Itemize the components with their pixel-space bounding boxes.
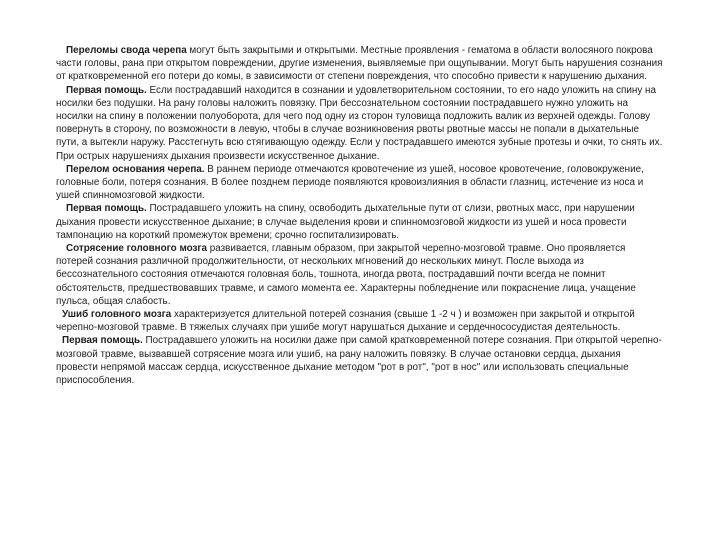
- paragraph-first-aid-contusion: [56, 334, 664, 387]
- paragraph-text: В раннем периоде отмечаются кровотечение из ушей, носовое кровотечение, головокружение, головные боли, потеря сознания. В более позднем периоде появляются кровоизлияния в области глазниц, истечение из носа и ушей спинномозговой жидкости.: [56, 163, 644, 202]
- paragraph-text: могут быть закрытыми и открытыми. Местные проявления - гематома в области волосяного покрова части головы, рана при открытом повреждении, другие изменения, выявляемые при ощупывании. Могут быть нарушения сознания от кратковременной его потери до комы, в зависимости от степени повреждения, что способно привести к нарушению дыхания.: [56, 45, 663, 83]
- term-first-aid: Первая помощь.: [62, 335, 143, 347]
- paragraph-first-aid-base: [56, 202, 664, 242]
- term-concussion: Сотрясение головного мозга: [66, 243, 208, 255]
- paragraph-text: Если пострадавший находится в сознании и удовлетворительном состоянии, то его надо уложить на спину на носилки без подушки. На рану головы наложить повязку. При бессознательном состоянии пострадавшего нужно уложить на носилки на спину в положении полуоборота, для чего под одну из сторон туловища подложить валик из верхней одежды. Голову повернуть в сторону, по возможности в левую, чтобы в случае возникновения рвоты рвотные массы не попали в дыхательные пути, а вытекли наружу. Расстегнуть всю стягивающую одежду. Если у пострадавшего имеются зубные протезы и очки, то снять их. При острых нарушениях дыхания произвести искусственное дыхание.: [56, 84, 663, 162]
- paragraph-text: развивается, главным образом, при закрытой черепно-мозговой травме. Оно проявляется потерей сознания различной продолжительности, от нескольких мгновений до нескольких минут. После выхода из бессознательного состояния отмечаются головная боль, тошнота, иногда рвота, пострадавший почти всегда не помнит обстоятельств, предшествовавших травме, и самого момента ее. Характерны побледнение или покраснение лица, учащение пульса, общая слабость.: [56, 243, 636, 307]
- paragraph-skull-vault-fractures: [56, 44, 664, 84]
- term-skull-vault-fractures: Переломы свода черепа: [66, 45, 187, 56]
- paragraph-first-aid-vault: [56, 84, 664, 163]
- paragraph-brain-contusion: [56, 308, 664, 334]
- term-brain-contusion: Ушиб головного мозга: [62, 309, 172, 321]
- paragraph-text: Пострадавшего уложить на носилки даже при самой кратковременной потере сознания. При открытой черепно-мозговой травме, вызвавшей сотрясение мозга или ушиб, на рану наложить повязку. В случае остановки сердца, дыхания провести непрямой массаж сердца, искусственное дыхание методом "рот в рот", "рот в нос" или использовать специальные приспособления.: [56, 335, 662, 387]
- paragraph-text: характеризуется длительной потерей сознания (свыше 1 -2 ч ) и возможен при закрытой и открытой черепно-мозговой травме. В тяжелых случаях при ушибе могут нарушаться дыхание и сердечнососудистая деятельность.: [56, 309, 635, 334]
- paragraph-skull-base-fracture: [56, 163, 664, 203]
- paragraph-text: Пострадавшего уложить на спину, освободить дыхательные пути от слизи, рвотных масс, при нарушении дыхания провести искусственное дыхание; в случае выделения крови и спинномозговой жидкости из ушей и носа провести тампонацию на короткий промежуток времени; срочно госпитализировать.: [56, 203, 635, 241]
- term-first-aid: Первая помощь.: [66, 84, 147, 96]
- paragraph-concussion: [56, 242, 664, 308]
- term-first-aid: Первая помощь.: [66, 203, 147, 215]
- document-body: [56, 44, 664, 387]
- term-skull-base-fracture: Перелом основания черепа.: [66, 163, 205, 175]
